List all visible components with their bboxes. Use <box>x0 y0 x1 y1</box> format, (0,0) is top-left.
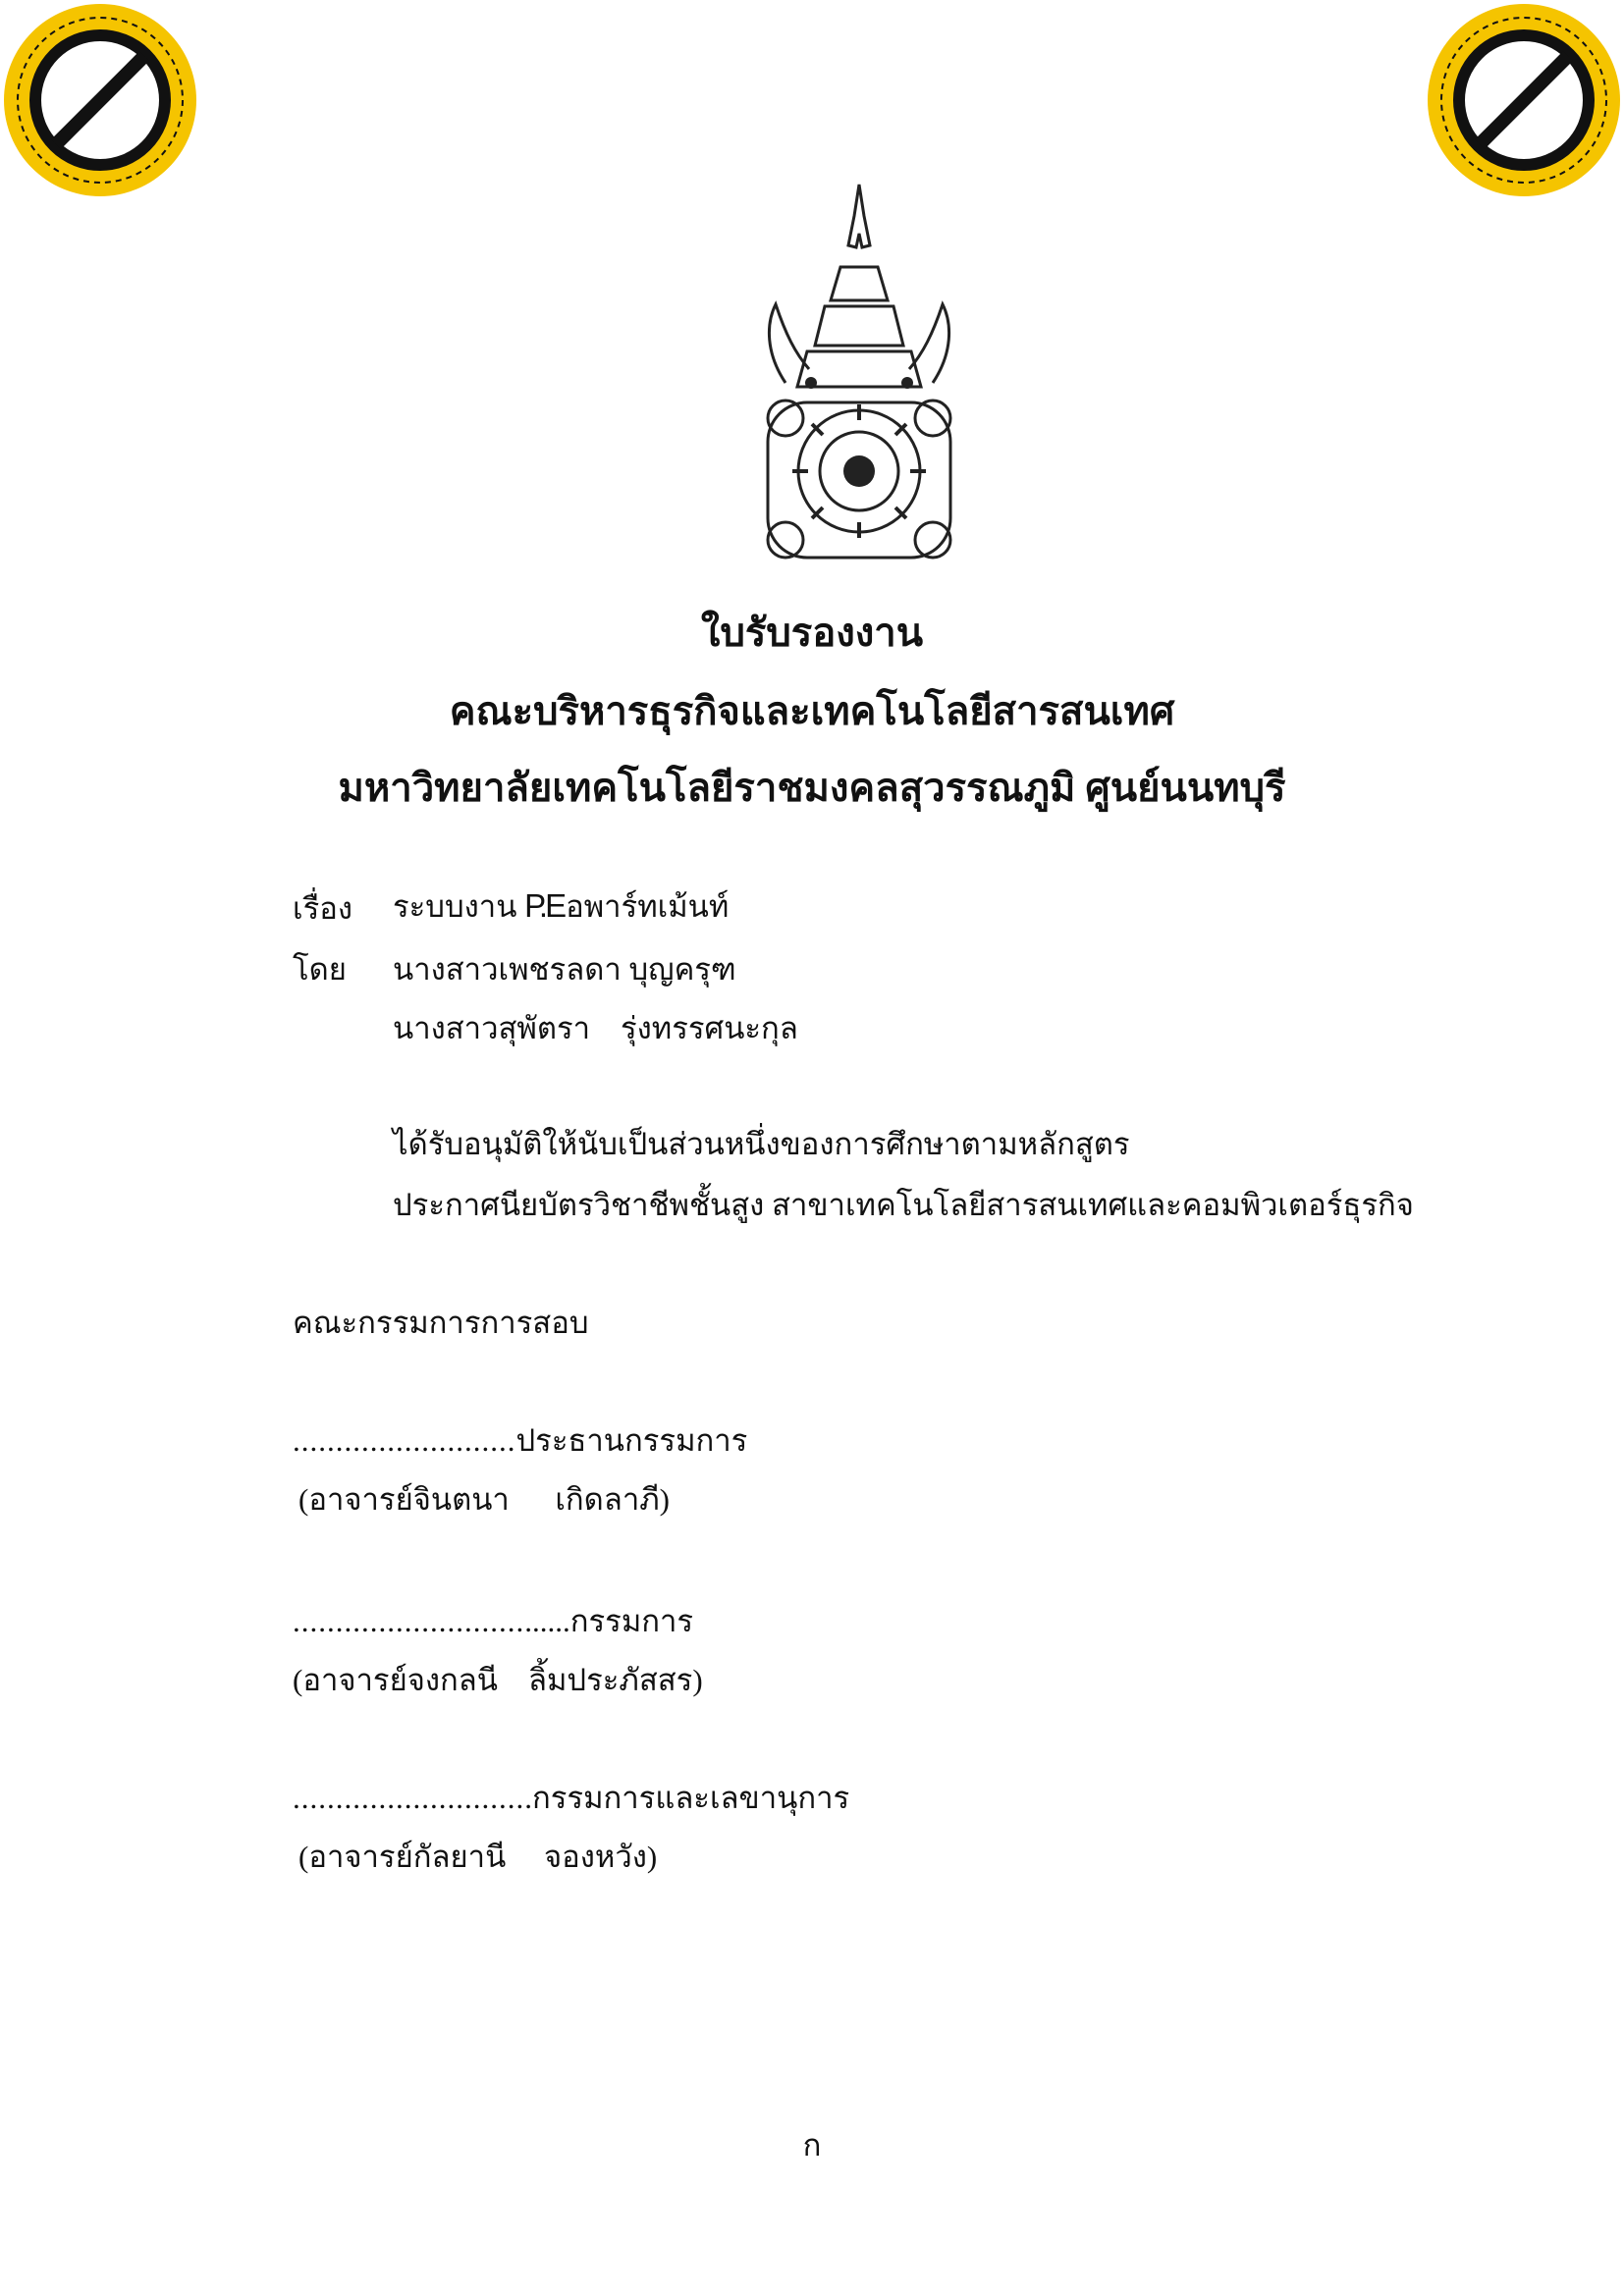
authors-label: โดย <box>293 952 347 987</box>
signature-dots: ........................... <box>293 1604 525 1638</box>
subject-code: P.E <box>524 887 565 924</box>
university-seal-logo <box>746 177 972 579</box>
committee-heading: คณะกรรมการการสอบ <box>293 1306 589 1340</box>
pdf-xchange-badge-right[interactable] <box>1426 2 1622 198</box>
signature-dots: ........................... <box>293 1781 525 1815</box>
approval-line-1: ได้รับอนุมัติให้นับเป็นส่วนหนึ่งของการศึกษาตามหลักสูตร <box>393 1127 1130 1161</box>
faculty-name: คณะบริหารธุรกิจและเทคโนโลยีสารสนเทศ <box>449 689 1175 733</box>
subject-label: เรื่อง <box>293 891 353 926</box>
signature-dots: .......................... <box>293 1423 516 1458</box>
signature-line-member <box>293 1596 693 1645</box>
subject-value <box>393 881 729 931</box>
signatory-name: (อาจารย์กัลยานี จองหวัง) <box>298 1840 658 1874</box>
signature-line-secretary <box>293 1773 849 1822</box>
page-title: ใบรับรองงาน <box>700 611 924 655</box>
university-name: มหาวิทยาลัยเทคโนโลยีราชมงคลสุวรรณภูมิ ศูนย์นนทบุรี <box>338 766 1286 810</box>
subject-prefix: ระบบงาน <box>393 889 517 924</box>
signature-role: ประธานกรรมการ <box>515 1423 748 1458</box>
author-name: นางสาวสุพัตรา รุ่งทรรศนะกุล <box>393 1011 798 1045</box>
signatory-name: (อาจารย์จินตนา เกิดลาภี) <box>298 1482 670 1517</box>
signature-role: ......กรรมการ <box>524 1604 694 1638</box>
page-number: ก <box>802 2128 822 2163</box>
approval-line-2: ประกาศนียบัตรวิชาชีพชั้นสูง สาขาเทคโนโลยีสารสนเทศและคอมพิวเตอร์ธุรกิจ <box>393 1188 1414 1222</box>
subject-suffix: อพาร์ทเม้นท์ <box>566 889 730 924</box>
signature-role: .กรรมการและเลขานุการ <box>524 1781 850 1815</box>
signatory-name: (อาจารย์จงกลนี ลิ้มประภัสสร) <box>293 1663 703 1697</box>
author-name: นางสาวเพชรลดา บุญครุฑ <box>393 952 736 987</box>
pdf-xchange-badge-left[interactable] <box>2 2 198 198</box>
signature-line-chair <box>293 1415 747 1465</box>
